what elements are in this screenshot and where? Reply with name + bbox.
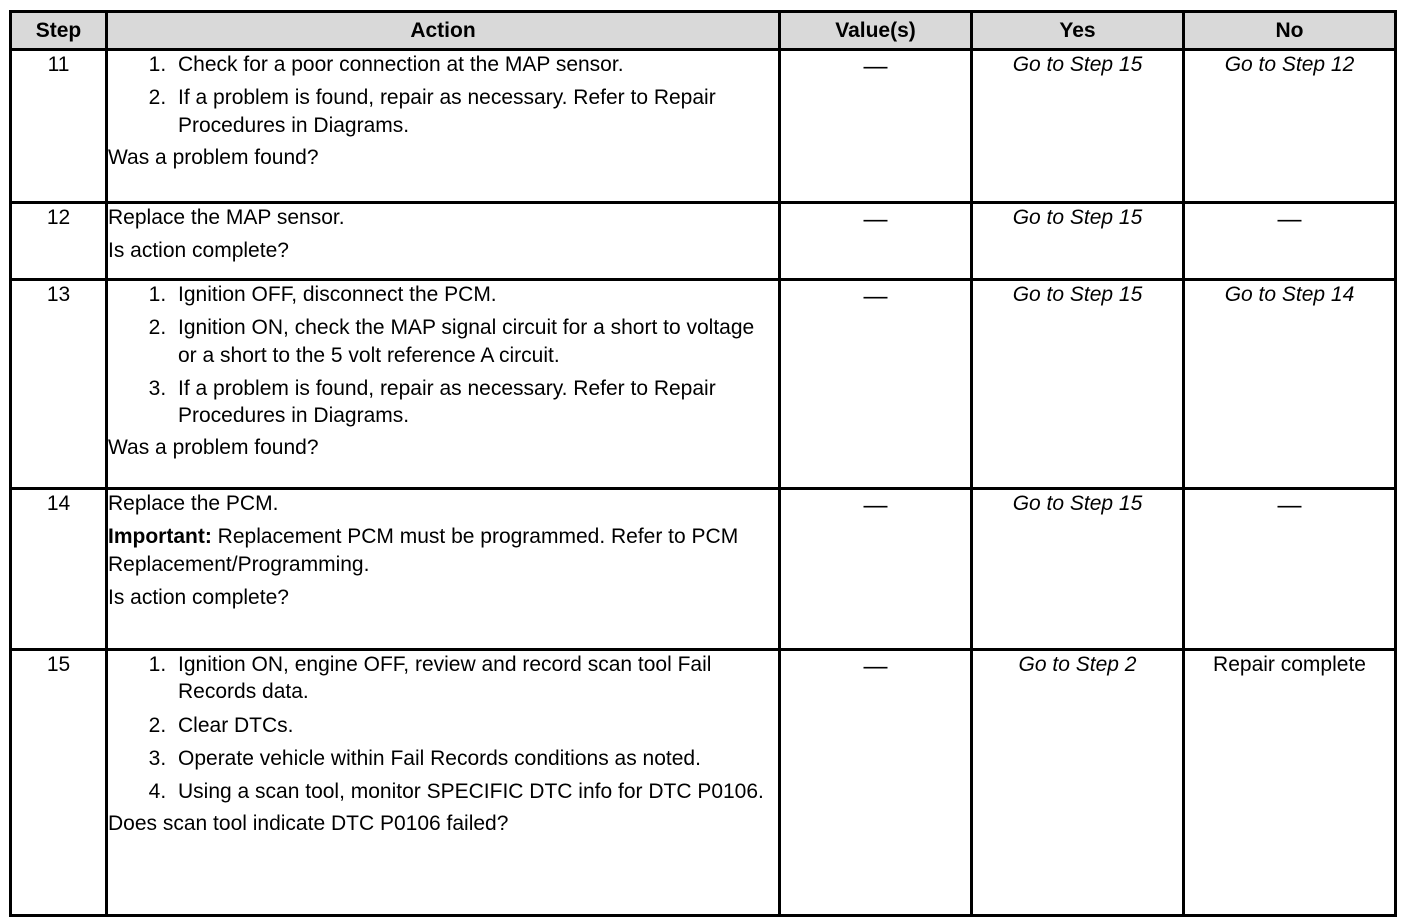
action-list: [108, 651, 778, 805]
action-item: 2. Clear DTCs.: [172, 712, 778, 739]
yes-cell: [972, 650, 1184, 916]
action-cell: [107, 280, 780, 489]
no-link[interactable]: Go to Step 12: [1224, 53, 1355, 76]
action-question: Is action complete?: [108, 239, 289, 263]
action-cell: [107, 50, 780, 203]
step-number: 11: [11, 50, 107, 203]
action-item: 2. Ignition ON, check the MAP signal circuit for a short to voltage or a short to the 5 volt reference A circuit.: [172, 314, 778, 369]
important-note: [108, 523, 778, 578]
step-number: 13: [11, 280, 107, 489]
important-label: Important:: [108, 525, 212, 549]
no-cell: [1184, 280, 1396, 489]
step-number: 12: [11, 203, 107, 280]
no-cell: [1184, 489, 1396, 650]
header-row: [11, 12, 1396, 50]
step-number: 15: [11, 650, 107, 916]
header-step: Step: [11, 12, 107, 50]
action-list: [108, 281, 778, 429]
yes-link[interactable]: Go to Step 15: [1012, 283, 1143, 306]
header-yes: Yes: [972, 12, 1184, 50]
header-action: Action: [107, 12, 780, 50]
diagnostic-table: [9, 10, 1397, 917]
action-item: 4. Using a scan tool, monitor SPECIFIC DTC info for DTC P0106.: [172, 778, 778, 805]
table-row-step-13: [11, 280, 1396, 489]
header-no: No: [1184, 12, 1396, 50]
no-cell: [1184, 50, 1396, 203]
action-item: 3. If a problem is found, repair as necessary. Refer to Repair Procedures in Diagrams.: [172, 375, 778, 430]
no-link[interactable]: Go to Step 14: [1224, 283, 1355, 306]
action-question: Is action complete?: [108, 585, 289, 609]
action-cell: [107, 203, 780, 280]
value-cell: —: [780, 489, 972, 650]
yes-cell: [972, 50, 1184, 203]
value-cell: —: [780, 650, 972, 916]
no-dash: —: [1277, 206, 1302, 233]
yes-link[interactable]: Go to Step 15: [1012, 206, 1143, 229]
yes-link[interactable]: Go to Step 15: [1012, 492, 1143, 515]
yes-cell: [972, 489, 1184, 650]
no-result: Repair complete: [1213, 653, 1366, 676]
action-item: 2. If a problem is found, repair as necessary. Refer to Repair Procedures in Diagrams.: [172, 84, 778, 139]
action-text: Replace the PCM.: [108, 492, 279, 515]
table-row-step-12: [11, 203, 1396, 280]
value-cell: —: [780, 203, 972, 280]
action-list: [108, 51, 778, 139]
header-values: Value(s): [780, 12, 972, 50]
no-dash: —: [1277, 492, 1302, 519]
yes-cell: [972, 280, 1184, 489]
action-question: Does scan tool indicate DTC P0106 failed?: [108, 812, 509, 836]
action-item: 1. Ignition OFF, disconnect the PCM.: [172, 281, 778, 308]
action-question: Was a problem found?: [108, 145, 319, 169]
table-row-step-15: [11, 650, 1396, 916]
value-cell: —: [780, 50, 972, 203]
no-cell: [1184, 650, 1396, 916]
table-row-step-14: [11, 489, 1396, 650]
action-question: Was a problem found?: [108, 436, 319, 460]
action-item: 1. Ignition ON, engine OFF, review and record scan tool Fail Records data.: [172, 651, 778, 706]
no-cell: [1184, 203, 1396, 280]
value-cell: —: [780, 280, 972, 489]
table-row-step-11: [11, 50, 1396, 203]
action-item: 1. Check for a poor connection at the MAP sensor.: [172, 51, 778, 78]
yes-cell: [972, 203, 1184, 280]
yes-link[interactable]: Go to Step 2: [1018, 653, 1137, 676]
action-cell: [107, 650, 780, 916]
action-text: Replace the MAP sensor.: [108, 206, 345, 229]
yes-link[interactable]: Go to Step 15: [1012, 53, 1143, 76]
step-number: 14: [11, 489, 107, 650]
action-cell: [107, 489, 780, 650]
action-item: 3. Operate vehicle within Fail Records conditions as noted.: [172, 745, 778, 772]
important-text: Replacement PCM must be programmed. Refer to PCM Replacement/Programming.: [108, 525, 739, 576]
